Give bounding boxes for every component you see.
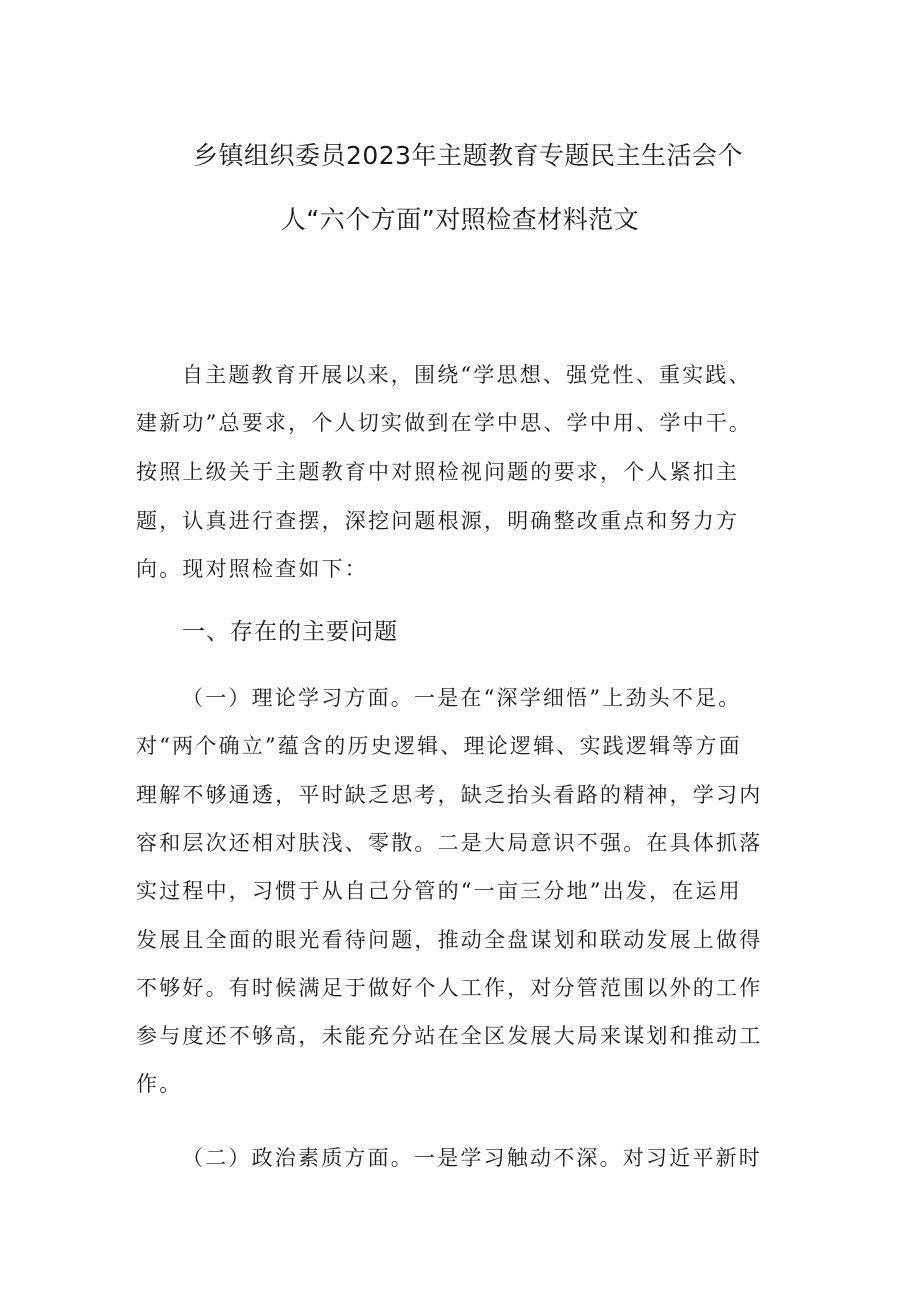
- intro-line: 自主题教育开展以来，围绕“学思想、强党性、重实践、: [182, 363, 752, 387]
- intro-line: 向。现对照检查如下：: [136, 557, 368, 581]
- paragraph-line: 参与度还不够高，未能充分站在全区发展大局来谋划和推动工: [136, 1024, 763, 1048]
- paragraph-line: （二）政治素质方面。一是学习触动不深。对习近平新时: [182, 1146, 762, 1170]
- paragraph-line: 容和层次还相对肤浅、零散。二是大局意识不强。在具体抓落: [136, 831, 763, 855]
- paragraph-line: 对“两个确立”蕴含的历史逻辑、理论逻辑、实践逻辑等方面: [136, 734, 742, 758]
- paragraph-line: 实过程中，习惯于从自己分管的“一亩三分地”出发，在运用: [136, 879, 742, 903]
- intro-line: 按照上级关于主题教育中对照检视问题的要求，个人紧扣主: [136, 460, 740, 484]
- paragraph-line: 理解不够通透，平时缺乏思考，缺乏抬头看路的精神，学习内: [136, 783, 763, 807]
- document-title-line-2: 人“六个方面”对照检查材料范文: [280, 205, 640, 234]
- intro-line: 题，认真进行查摆，深挖问题根源，明确整改重点和努力方: [136, 509, 740, 533]
- intro-line: 建新功”总要求，个人切实做到在学中思、学中用、学中干。: [136, 411, 753, 435]
- section-heading: 一、存在的主要问题: [182, 619, 398, 645]
- paragraph-line: （一）理论学习方面。一是在“深学细悟”上劲头不足。: [182, 686, 742, 710]
- paragraph-line: 不够好。有时候满足于做好个人工作，对分管范围以外的工作: [136, 976, 763, 1000]
- paragraph-line: 作。: [136, 1072, 183, 1096]
- document-title-line-1: 乡镇组织委员2023年主题教育专题民主生活会个: [192, 141, 744, 170]
- paragraph-line: 发展且全面的眼光看待问题，推动全盘谋划和联动发展上做得: [136, 928, 763, 952]
